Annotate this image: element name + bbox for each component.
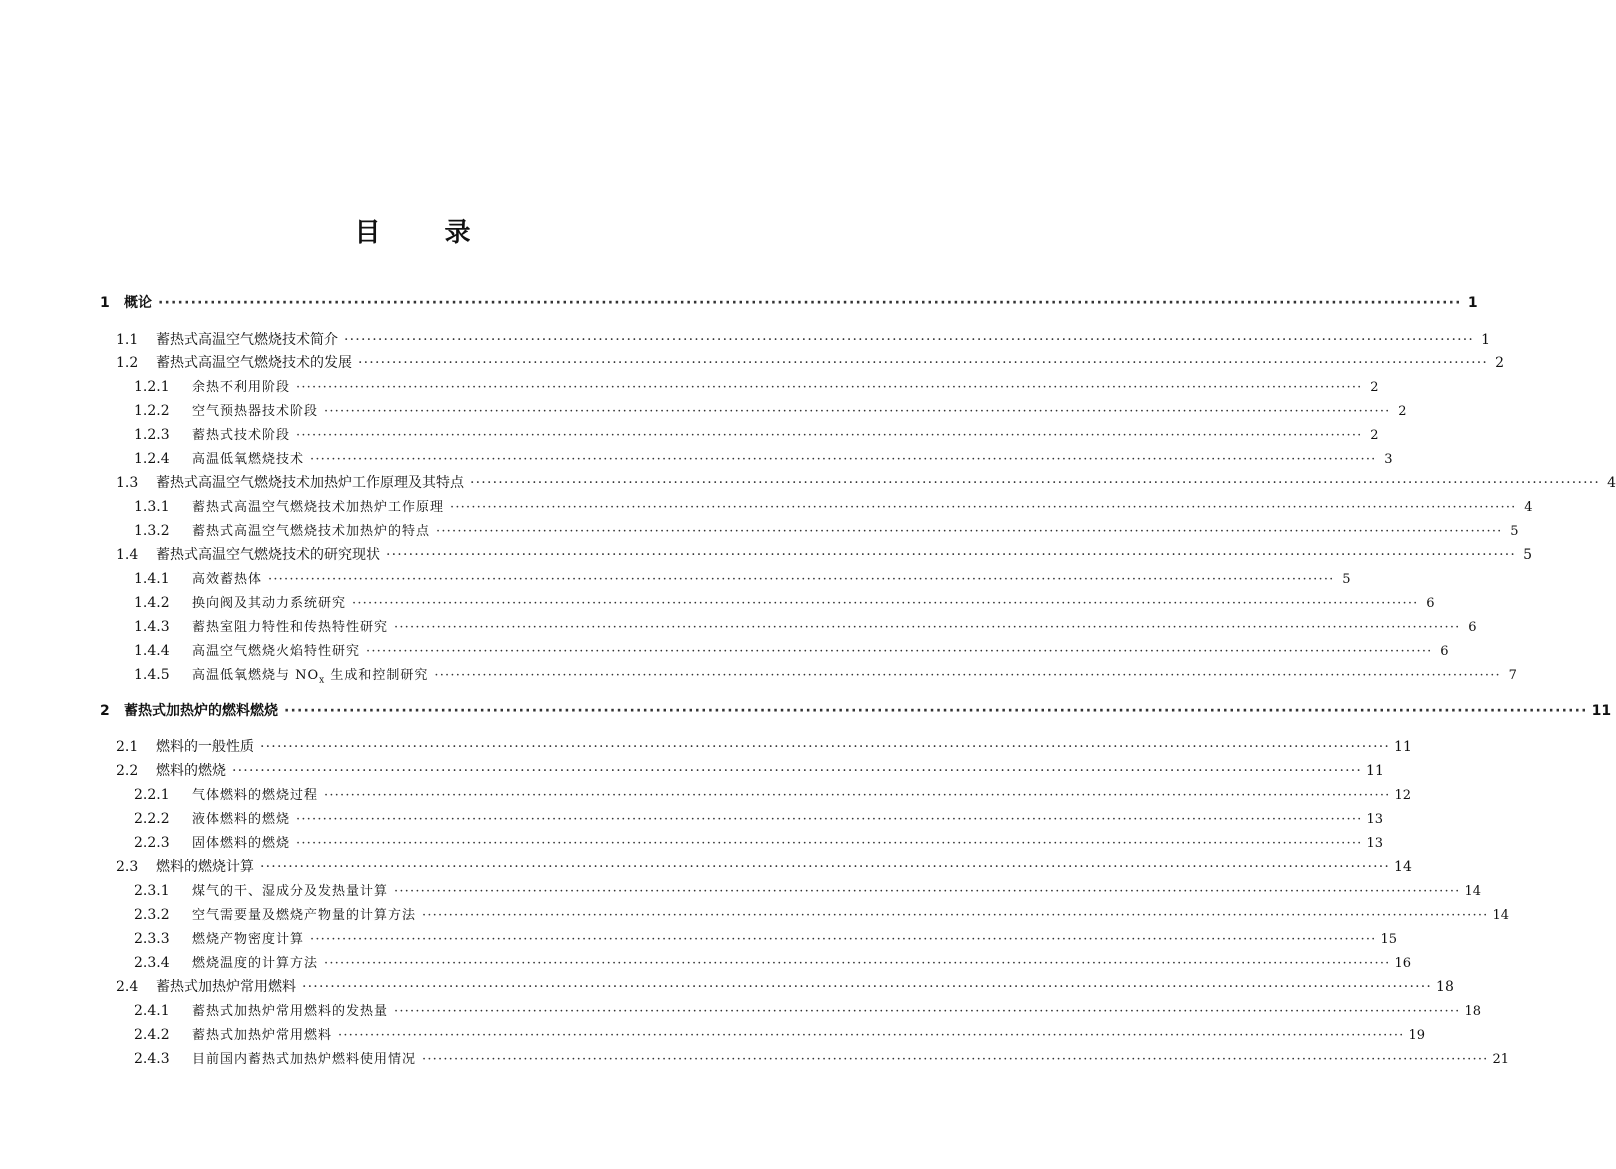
- toc-page-number: 13: [1366, 836, 1384, 851]
- toc-dot-leader: ········································································································································································································: [394, 620, 1461, 635]
- toc-page-number: 18: [1464, 1004, 1482, 1019]
- toc-entry[interactable]: [116, 472, 1616, 494]
- toc-dot-leader: ········································································································································································································: [310, 452, 1377, 467]
- toc-dot-leader: ········································································································································································································: [296, 812, 1363, 827]
- toc-dot-leader: ········································································································································································································: [268, 572, 1335, 587]
- toc-page-number: 2: [1495, 355, 1505, 371]
- toc-entry[interactable]: [134, 928, 1398, 950]
- toc-entry-number: 1.1: [116, 332, 139, 348]
- toc-entry-number: 2.2.1: [134, 787, 170, 803]
- toc-entry-number: 1.4.4: [134, 643, 170, 659]
- toc-entry[interactable]: [134, 496, 1533, 518]
- toc-page-number: 1: [1481, 332, 1491, 348]
- toc-entry-title: 蓄热式高温空气燃烧技术加热炉工作原理及其特点: [156, 475, 464, 491]
- toc-entry[interactable]: [134, 664, 1517, 686]
- toc-entry[interactable]: [134, 592, 1435, 614]
- toc-dot-leader: ········································································································································································································: [310, 932, 1377, 947]
- toc-entry-title: 液体燃料的燃烧: [192, 812, 291, 827]
- toc-entry[interactable]: [116, 976, 1454, 998]
- toc-page-number: 6: [1468, 620, 1477, 635]
- toc-dot-leader: ········································································································································································································: [338, 1028, 1405, 1043]
- toc-entry-title: 高温空气燃烧火焰特性研究: [192, 644, 361, 659]
- toc-entry-number: 2.2: [116, 763, 139, 779]
- toc-entry-title: 概论: [124, 295, 152, 311]
- toc-entry[interactable]: [134, 952, 1412, 974]
- toc-page-number: 19: [1408, 1028, 1426, 1043]
- toc-page-number: 7: [1508, 668, 1517, 683]
- toc-entry-number: 1: [100, 295, 110, 311]
- toc-dot-leader: ········································································································································································································: [296, 380, 1363, 395]
- toc-entry-number: 2.2.2: [134, 811, 170, 827]
- toc-entry-number: 2.4.3: [134, 1051, 170, 1067]
- toc-entry[interactable]: [134, 1048, 1510, 1070]
- toc-page-number: 11: [1366, 763, 1384, 779]
- toc-dot-leader: ········································································································································································································: [450, 500, 1517, 515]
- toc-entry-number: 2.3.4: [134, 955, 170, 971]
- toc-page-number: 12: [1394, 788, 1412, 803]
- toc-entry-number: 1.2: [116, 355, 139, 371]
- toc-dot-leader: ········································································································································································································: [296, 836, 1363, 851]
- toc-entry-title: 燃烧温度的计算方法: [192, 956, 319, 971]
- toc-entry-number: 2.4: [116, 979, 139, 995]
- toc-entry[interactable]: [134, 1024, 1426, 1046]
- toc-entry-number: 2.1: [116, 739, 139, 755]
- toc-page-number: 5: [1510, 524, 1519, 539]
- toc-page-number: 11: [1394, 739, 1412, 755]
- toc-dot-leader: ········································································································································································································: [434, 668, 1501, 683]
- toc-dot-leader: ········································································································································································································: [394, 884, 1461, 899]
- toc-dot-leader: ········································································································································································································: [366, 644, 1433, 659]
- toc-entry[interactable]: [116, 329, 1491, 351]
- toc-entry[interactable]: [134, 400, 1407, 422]
- toc-entry-number: 2.3.1: [134, 883, 170, 899]
- toc-page-number: 4: [1607, 475, 1616, 491]
- toc-entry-number: 1.2.4: [134, 451, 170, 467]
- toc-entry-number: 2.4.2: [134, 1027, 170, 1043]
- toc-entry-number: 1.2.3: [134, 427, 170, 443]
- toc-entry[interactable]: [116, 856, 1412, 878]
- toc-entry-number: 2.3: [116, 859, 139, 875]
- toc-entry-title: 蓄热式加热炉常用燃料的发热量: [192, 1004, 389, 1019]
- toc-dot-leader: ········································································································································································································: [422, 1052, 1489, 1067]
- toc-entry-number: 1.2.2: [134, 403, 170, 419]
- toc-page-number: 14: [1464, 884, 1482, 899]
- toc-dot-leader: ········································································································································································································: [324, 788, 1391, 803]
- toc-entry[interactable]: [100, 292, 1478, 314]
- title-char-2: 录: [444, 218, 473, 248]
- toc-entry-subscript: x: [319, 675, 326, 686]
- toc-page-number: 5: [1342, 572, 1351, 587]
- page-title: [0, 212, 827, 252]
- toc-entry[interactable]: [116, 760, 1384, 782]
- toc-entry[interactable]: [134, 832, 1384, 854]
- toc-page-number: 1: [1467, 295, 1478, 311]
- toc-page-number: 6: [1426, 596, 1435, 611]
- toc-dot-leader: ········································································································································································································: [470, 475, 1601, 491]
- toc-page-number: 21: [1492, 1052, 1510, 1067]
- toc-entry-title: 蓄热式加热炉的燃料燃烧: [124, 703, 278, 719]
- toc-dot-leader: ········································································································································································································: [422, 908, 1489, 923]
- toc-entry-title: 燃料的一般性质: [156, 739, 254, 755]
- toc-page-number: 14: [1492, 908, 1510, 923]
- toc-entry-number: 2.2.3: [134, 835, 170, 851]
- toc-entry-title: 蓄热式技术阶段: [192, 428, 291, 443]
- toc-dot-leader: ········································································································································································································: [352, 596, 1419, 611]
- toc-entry-number: 1.4.1: [134, 571, 170, 587]
- toc-entry[interactable]: [134, 640, 1449, 662]
- toc-entry[interactable]: [134, 568, 1351, 590]
- toc-entry[interactable]: [116, 544, 1533, 566]
- toc-entry-number: 2.3.3: [134, 931, 170, 947]
- toc-entry-number: 1.2.1: [134, 379, 170, 395]
- toc-entry-title: 蓄热式高温空气燃烧技术加热炉工作原理: [192, 500, 445, 515]
- toc-entry-title: 固体燃料的燃烧: [192, 836, 291, 851]
- toc-dot-leader: ········································································································································································································: [436, 524, 1503, 539]
- toc-entry-title-part: 高温低氧燃烧与 NO: [192, 668, 320, 683]
- toc-dot-leader: ········································································································································································································: [386, 547, 1517, 563]
- toc-entry[interactable]: [134, 616, 1477, 638]
- toc-entry-title: 蓄热式加热炉常用燃料: [192, 1028, 333, 1043]
- toc-entry[interactable]: [134, 520, 1519, 542]
- toc-entry-title: [192, 665, 428, 692]
- toc-page-number: 14: [1394, 859, 1412, 875]
- toc-entry[interactable]: [134, 424, 1379, 446]
- toc-page-number: 3: [1384, 452, 1393, 467]
- toc-entry-number: 1.3.1: [134, 499, 170, 515]
- toc-entry-number: 1.4: [116, 547, 139, 563]
- toc-entry[interactable]: [116, 352, 1505, 374]
- toc-entry[interactable]: [134, 448, 1393, 470]
- toc-page-number: 11: [1591, 703, 1612, 719]
- toc-entry[interactable]: [134, 1000, 1482, 1022]
- toc-dot-leader: ········································································································································································································: [394, 1004, 1461, 1019]
- toc-entry[interactable]: [100, 700, 1612, 722]
- toc-dot-leader: ········································································································································································································: [324, 404, 1391, 419]
- toc-dot-leader: ········································································································································································································: [358, 355, 1489, 371]
- toc-entry-number: 2.4.1: [134, 1003, 170, 1019]
- toc-entry-number: 1.4.2: [134, 595, 170, 611]
- toc-entry-title: 换向阀及其动力系统研究: [192, 596, 347, 611]
- toc-entry-title: 气体燃料的燃烧过程: [192, 788, 319, 803]
- toc-page-number: 16: [1394, 956, 1412, 971]
- toc-dot-leader: ········································································································································································································: [324, 956, 1391, 971]
- toc-entry-title: 高效蓄热体: [192, 572, 263, 587]
- toc-entry-title: 燃料的燃烧计算: [156, 859, 254, 875]
- toc-entry-title: 煤气的干、湿成分及发热量计算: [192, 884, 389, 899]
- toc-entry-number: 1.3: [116, 475, 139, 491]
- toc-entry[interactable]: [116, 736, 1412, 758]
- toc-dot-leader: ········································································································································································································: [344, 332, 1475, 348]
- toc-page-number: 15: [1380, 932, 1398, 947]
- toc-dot-leader: ········································································································································································································: [232, 763, 1363, 779]
- toc-entry[interactable]: [134, 784, 1412, 806]
- title-char-1: 目: [354, 218, 383, 248]
- toc-page-number: 2: [1370, 380, 1379, 395]
- toc-entry-number: 2: [100, 703, 110, 719]
- toc-entry-number: 1.4.5: [134, 667, 170, 683]
- toc-entry-title: 目前国内蓄热式加热炉燃料使用情况: [192, 1052, 417, 1067]
- toc-page-number: 4: [1524, 500, 1533, 515]
- toc-entry[interactable]: [134, 880, 1482, 902]
- toc-dot-leader: ········································································································································································································: [296, 428, 1363, 443]
- toc-page-number: 5: [1523, 547, 1533, 563]
- toc-entry-title: 蓄热式高温空气燃烧技术简介: [156, 332, 338, 348]
- toc-entry-title: 空气需要量及燃烧产物量的计算方法: [192, 908, 417, 923]
- toc-entry-title: 余热不利用阶段: [192, 380, 291, 395]
- toc-entry-title: 蓄热室阻力特性和传热特性研究: [192, 620, 389, 635]
- toc-entry-number: 1.3.2: [134, 523, 170, 539]
- toc-page-number: 18: [1436, 979, 1454, 995]
- toc-entry-number: 1.4.3: [134, 619, 170, 635]
- toc-entry-title: 蓄热式高温空气燃烧技术的研究现状: [156, 547, 380, 563]
- toc-dot-leader: ········································································································································································································: [284, 703, 1588, 719]
- toc-dot-leader: ········································································································································································································: [158, 295, 1462, 311]
- toc-entry-title: 空气预热器技术阶段: [192, 404, 319, 419]
- toc-entry-title: 蓄热式高温空气燃烧技术的发展: [156, 355, 352, 371]
- toc-dot-leader: ········································································································································································································: [260, 739, 1391, 755]
- toc-page-number: 13: [1366, 812, 1384, 827]
- toc-entry-title: 高温低氧燃烧技术: [192, 452, 305, 467]
- toc-dot-leader: ········································································································································································································: [260, 859, 1391, 875]
- toc-page-number: 2: [1398, 404, 1407, 419]
- toc-entry[interactable]: [134, 808, 1384, 830]
- toc-entry[interactable]: [134, 376, 1379, 398]
- toc-entry-title: 燃烧产物密度计算: [192, 932, 305, 947]
- toc-entry-number: 2.3.2: [134, 907, 170, 923]
- toc-entry-title: 蓄热式高温空气燃烧技术加热炉的特点: [192, 524, 431, 539]
- toc-entry-title: 蓄热式加热炉常用燃料: [156, 979, 296, 995]
- toc-entry-title: 燃料的燃烧: [156, 763, 226, 779]
- toc-entry[interactable]: [134, 904, 1510, 926]
- toc-entry-title-part: 生成和控制研究: [325, 668, 429, 683]
- toc-page-number: 2: [1370, 428, 1379, 443]
- toc-dot-leader: ········································································································································································································: [302, 979, 1433, 995]
- toc-page-number: 6: [1440, 644, 1449, 659]
